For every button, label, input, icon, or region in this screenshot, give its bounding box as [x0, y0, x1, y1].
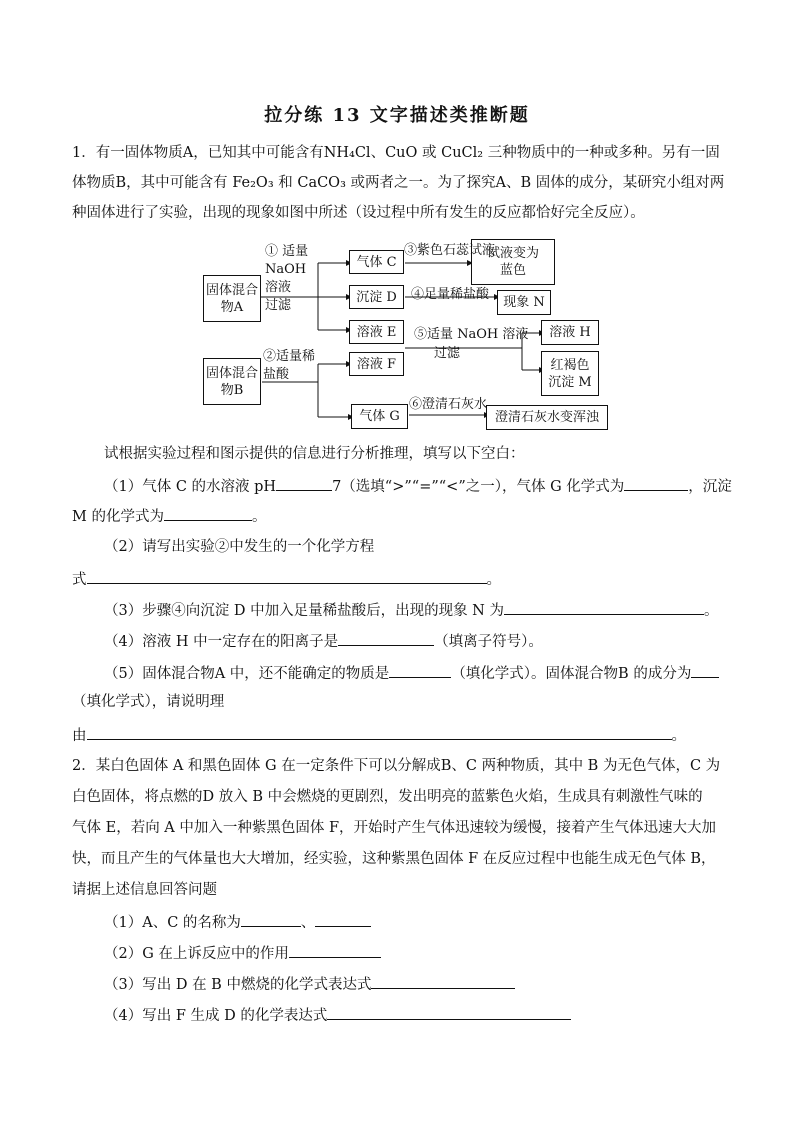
q1-part1-text-c: ，沉淀: [688, 479, 732, 495]
q1-part5-text-b: （填化学式）。固体混合物B 的成分为: [451, 666, 692, 682]
answer-blank-reason[interactable]: [87, 724, 672, 740]
q1-part5-text-e: 。: [671, 728, 686, 744]
step6-label: ⑥澄清石灰水: [409, 397, 488, 412]
answer-blank-ph[interactable]: [276, 475, 332, 491]
answer-blank-f-to-d[interactable]: [327, 1004, 571, 1020]
q2-part2-text-a: （2）G 在上诉反应中的作用: [104, 946, 289, 962]
answer-blank-equation[interactable]: [87, 568, 487, 584]
q2-part1-text-a: （1）A、C 的名称为: [104, 915, 241, 931]
answer-blank-name-c[interactable]: [315, 911, 371, 927]
q2-part4-line: [104, 1004, 571, 1026]
step1-label-line1: ① 适量: [265, 244, 309, 259]
q2-text-line-5: 请据上述信息回答问题: [72, 882, 217, 898]
q1-part1-text-b: 7（选填“>”“=”“<”之一），气体 G 化学式为: [332, 479, 625, 495]
answer-blank-precipitate-m[interactable]: [164, 505, 252, 521]
q1-part5-line1: [104, 662, 719, 684]
step5-filter-label: 过滤: [434, 346, 461, 361]
q1-part1-text-a: （1）气体 C 的水溶液 pH: [104, 479, 277, 495]
q1-text-line-3: 种固体进行了实验，出现的现象如图中所述（设过程中所有发生的反应都恰好完全反应）。: [72, 205, 645, 221]
q1-part3-text-a: （3）步骤④向沉淀 D 中加入足量稀盐酸后，出现的现象 N 为: [104, 603, 504, 619]
q1-part2-line1: （2）请写出实验②中发生的一个化学方程: [104, 539, 375, 555]
answer-blank-cation[interactable]: [338, 630, 434, 646]
q2-part3-line: [104, 973, 515, 995]
q1-text-line-2: 体物质B，其中可能含有 Fe₂O₃ 和 CaCO₃ 或两者之一。为了探究A、B 固体的成分，某研究小组对两: [72, 175, 725, 191]
solution-h-box: 溶液 H: [541, 320, 599, 345]
solid-mixture-a-box: 固体混合物A: [203, 275, 261, 322]
answer-blank-name-a[interactable]: [241, 911, 301, 927]
q2-part2-line: [104, 942, 381, 964]
q1-part5-text-d: 由: [72, 728, 87, 744]
q1-part5-line3: [72, 724, 686, 746]
solution-f-box: 溶液 F: [349, 352, 404, 376]
gas-g-box: 气体 G: [351, 404, 408, 429]
q1-part4-text-a: （4）溶液 H 中一定存在的阳离子是: [104, 634, 339, 650]
q1-part2-text-c: 。: [486, 572, 501, 588]
q2-part1-text-b: 、: [300, 915, 316, 931]
q2-text-line-4: 快，而且产生的气体量也大大增加，经实验，这种紫黑色固体 F 在反应过程中也能生成无色气体 B，: [72, 851, 716, 867]
q1-part2-line2: [72, 568, 501, 590]
q1-part1-text-d: M 的化学式为: [72, 509, 164, 525]
q1-part1-line2: [72, 505, 266, 527]
step2-label-line2: 盐酸: [263, 367, 290, 382]
q2-text-line-2: 白色固体，将点燃的D 放入 B 中会燃烧的更剧烈，发出明亮的蓝紫色火焰，生成具有刺激性气味的: [72, 789, 703, 805]
q1-part4-text-b: （填离子符号）。: [434, 634, 543, 650]
answer-blank-role-g[interactable]: [289, 942, 381, 958]
step3-label: ③紫色石蕊试液: [404, 243, 496, 258]
q1-part2-text-b: 式: [72, 572, 87, 588]
precipitate-d-box: 沉淀 D: [349, 285, 404, 309]
q1-part1-line1: [104, 475, 732, 497]
result-blue-box: 试液变为蓝色: [471, 239, 555, 285]
step4-label: ④足量稀盐酸: [411, 287, 490, 302]
answer-blank-phenomenon-n[interactable]: [504, 599, 704, 615]
q2-text-line-1: 2．某白色固体 A 和黑色固体 G 在一定条件下可以分解成B、C 两种物质，其中 B 为无色气体，C 为: [72, 758, 721, 774]
q1-part5-line2: （填化学式），请说明理: [72, 694, 225, 710]
answer-blank-solid-b[interactable]: [691, 662, 719, 678]
q1-intro: 试根据实验过程和图示提供的信息进行分析推理，填写以下空白：: [104, 446, 525, 462]
red-brown-precipitate-m-box: 红褐色沉淀 M: [541, 351, 599, 396]
q1-part3-text-b: 。: [703, 603, 719, 619]
gas-c-box: 气体 C: [349, 250, 404, 274]
q2-part3-text-a: （3）写出 D 在 B 中燃烧的化学式表达式: [104, 977, 372, 993]
q2-part4-text-a: （4）写出 F 生成 D 的化学表达式: [104, 1008, 328, 1024]
q1-part5-text-a: （5）固体混合物A 中，还不能确定的物质是: [104, 666, 390, 682]
page-title: 拉分练 13 文字描述类推断题: [264, 105, 530, 126]
step5-label: ⑤适量 NaOH 溶液: [414, 327, 529, 342]
q1-part1-text-e: 。: [251, 509, 267, 525]
q1-text-line-1: 1．有一固体物质A，已知其中可能含有NH₄Cl、CuO 或 CuCl₂ 三种物质中的一种或多种。另有一固: [72, 145, 720, 161]
limewater-turbid-box: 澄清石灰水变浑浊: [486, 405, 608, 430]
answer-blank-d-burning[interactable]: [371, 973, 515, 989]
q2-text-line-3: 气体 E，若向 A 中加入一种紫黑色固体 F，开始时产生气体迅速较为缓慢，接着产生气体迅速大大加: [72, 820, 717, 836]
q1-part3-line: [104, 599, 718, 621]
phenomenon-n-box: 现象 N: [497, 290, 551, 315]
q1-part4-line: [104, 630, 543, 652]
step1-label-line3: 溶液: [265, 280, 292, 295]
step2-label-line1: ②适量稀: [263, 349, 316, 364]
step1-label-line4: 过滤: [265, 298, 292, 313]
answer-blank-uncertain[interactable]: [389, 662, 451, 678]
answer-blank-gas-g[interactable]: [624, 475, 688, 491]
solid-mixture-b-box: 固体混合物B: [203, 358, 261, 405]
step1-label-line2: NaOH: [265, 262, 307, 277]
q2-part1-line: [104, 911, 371, 933]
solution-e-box: 溶液 E: [349, 320, 404, 344]
